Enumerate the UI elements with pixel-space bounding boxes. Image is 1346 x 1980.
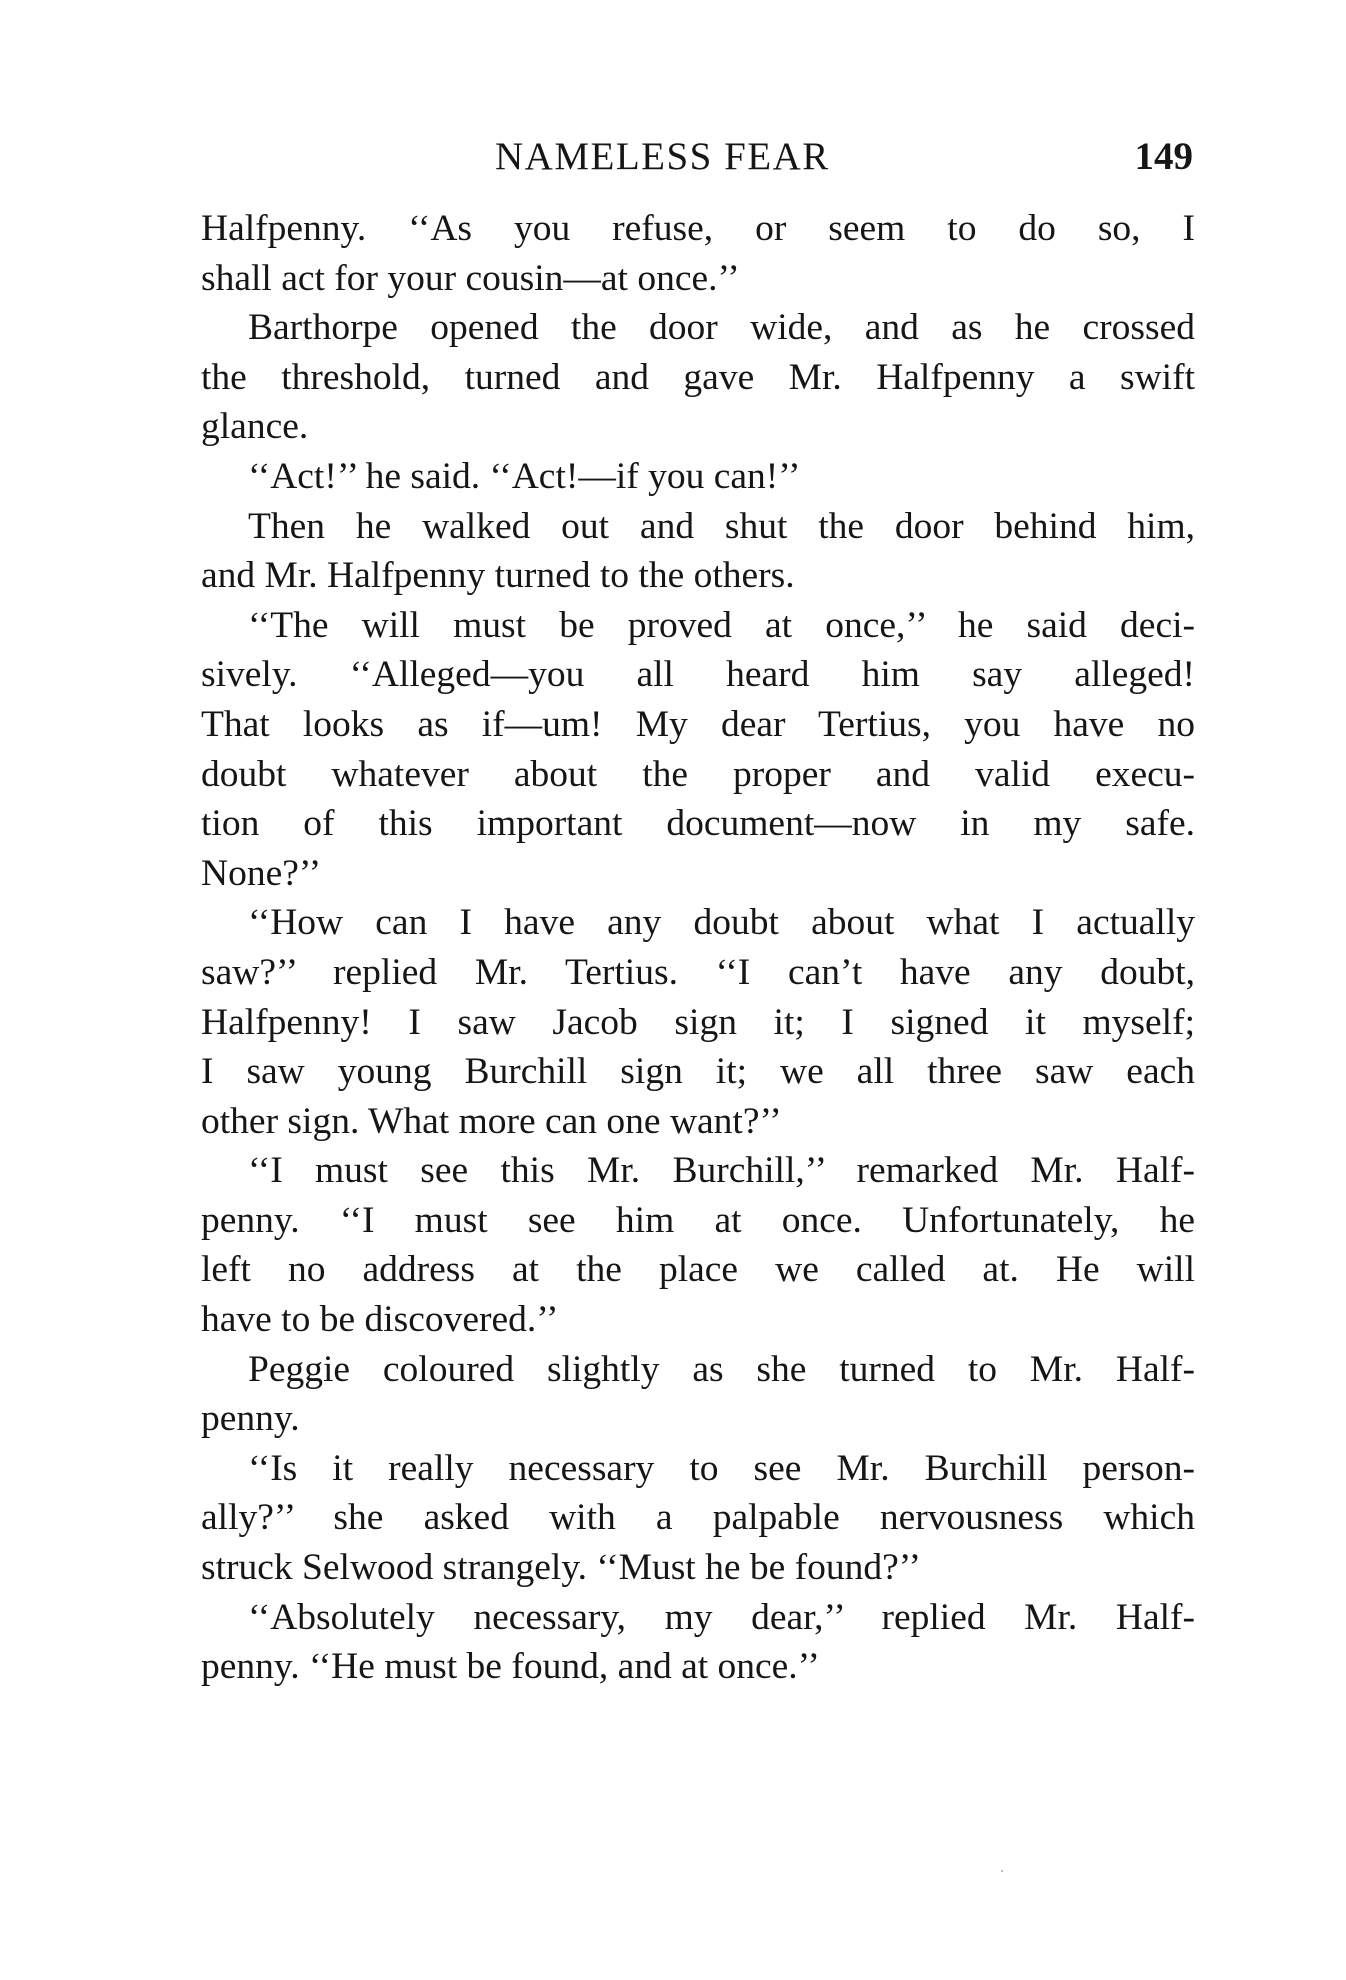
text-line: ‘‘Is it really necessary to see Mr. Burchill person- <box>248 1447 1195 1489</box>
text-line: the threshold, turned and gave Mr. Halfpenny a swift <box>201 356 1195 398</box>
running-head <box>203 134 1193 194</box>
text-line: Peggie coloured slightly as she turned to Mr. Half- <box>248 1348 1195 1390</box>
text-line: have to be discovered.’’ <box>201 1299 559 1341</box>
text-line: and Mr. Halfpenny turned to the others. <box>201 555 795 597</box>
text-line: tion of this important document—now in my safe. <box>201 803 1195 845</box>
text-line: shall act for your cousin—at once.’’ <box>201 257 740 299</box>
text-line: I saw young Burchill sign it; we all three saw each <box>201 1051 1195 1093</box>
text-line: ally?’’ she asked with a palpable nervousness which <box>201 1497 1195 1539</box>
text-line: doubt whatever about the proper and valid execu- <box>201 753 1195 795</box>
text-line: None?’’ <box>201 852 322 894</box>
text-line: Barthorpe opened the door wide, and as he crossed <box>248 307 1195 349</box>
text-line: penny. <box>201 1398 300 1440</box>
text-line: other sign. What more can one want?’’ <box>201 1100 782 1142</box>
text-line: Then he walked out and shut the door behind him, <box>248 505 1195 547</box>
page-number: 149 <box>1134 135 1193 178</box>
text-line: saw?’’ replied Mr. Tertius. ‘‘I can’t have any doubt, <box>201 951 1195 993</box>
text-line: penny. ‘‘He must be found, and at once.’’ <box>201 1646 820 1688</box>
text-line: ‘‘Absolutely necessary, my dear,’’ replied Mr. Half- <box>248 1596 1195 1638</box>
running-title: NAMELESS FEAR <box>495 135 830 178</box>
text-line: left no address at the place we called at. He will <box>201 1249 1195 1291</box>
text-line: Halfpenny! I saw Jacob sign it; I signed it myself; <box>201 1001 1195 1043</box>
text-line: ‘‘I must see this Mr. Burchill,’’ remarked Mr. Half- <box>248 1150 1195 1192</box>
text-line: Halfpenny. ‘‘As you refuse, or seem to do so, I <box>201 208 1195 249</box>
text-line: sively. ‘‘Alleged—you all heard him say alleged! <box>201 654 1195 696</box>
scan-speck <box>1001 1870 1003 1872</box>
text-line: penny. ‘‘I must see him at once. Unfortunately, he <box>201 1199 1195 1241</box>
body-text <box>201 204 1195 1692</box>
text-line: ‘‘The will must be proved at once,’’ he said deci- <box>248 604 1195 646</box>
text-line: glance. <box>201 406 309 448</box>
text-line: struck Selwood strangely. ‘‘Must he be found?’’ <box>201 1547 921 1589</box>
text-line: That looks as if—um! My dear Tertius, you have no <box>201 703 1195 745</box>
text-line: ‘‘Act!’’ he said. ‘‘Act!—if you can!’’ <box>248 455 801 497</box>
text-line: ‘‘How can I have any doubt about what I actually <box>248 902 1195 944</box>
